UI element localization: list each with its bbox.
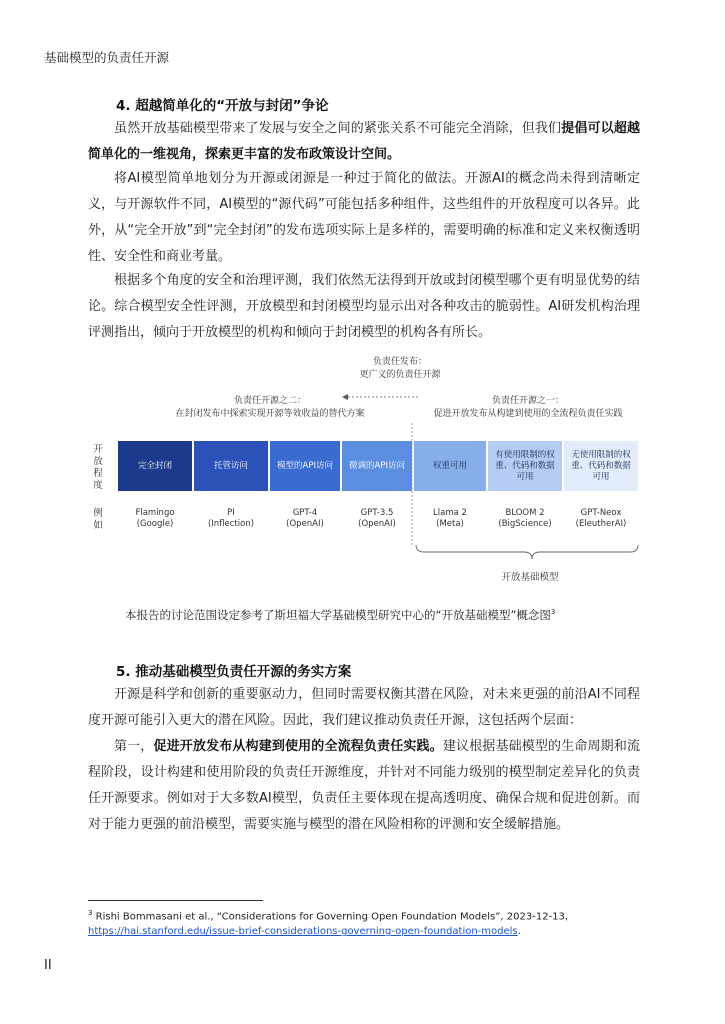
figure-left-label-1: 负责任开源之二：	[233, 396, 306, 406]
figure-right-label-1: 负责任开源之一：	[491, 396, 564, 406]
figure-caption	[125, 607, 555, 623]
example-model	[193, 508, 269, 530]
openness-level: 微调的API访问	[342, 441, 412, 491]
example-model-org: (BigScience)	[498, 519, 552, 529]
example-model-name: BLOOM 2	[505, 508, 545, 518]
axis-label-char: 放	[93, 456, 103, 467]
footnote-link[interactable]: https://hai.stanford.edu/issue-brief-considerations-governing-open-foundation-models	[88, 926, 518, 938]
axis-label-char: 程	[93, 468, 103, 479]
example-model-name: Flamingo	[135, 508, 175, 518]
section-4-title: 4. 超越简单化的“开放与封闭”争论	[116, 98, 329, 114]
openness-level: 有使用限制的权重、代码和数据可用	[488, 441, 562, 491]
openness-level: 完全封闭	[118, 441, 192, 491]
example-model-name: GPT-3.5	[360, 508, 394, 518]
emphasis-text: 提倡可以超越简单化的一维视角，探索更丰富的发布政策设计空间。	[88, 121, 640, 162]
section-4-paragraph-3: 根据多个角度的安全和治理评测，我们依然无法得到开放或封闭模型哪个更有明显优势的结论。综合模型安全性评测，开放模型和封闭模型均显示出对各种攻击的脆弱性。AI研发机构治理评测指出，倾向于开放模型的机构和倾向于封闭模型的机构各有所长。	[88, 273, 640, 340]
emphasis-text: 促进开放发布从构建到使用的全流程负责任实践。	[153, 739, 443, 754]
example-model	[487, 508, 563, 530]
openness-level: 模型的API访问	[270, 441, 340, 491]
example-model	[563, 508, 639, 530]
example-model-org: (Google)	[136, 519, 174, 529]
example-label-char: 如	[93, 520, 103, 531]
section-5-paragraph-2	[88, 734, 640, 838]
figure-top-label-2: 更广义的负责任开源	[359, 370, 441, 380]
example-model-org: (OpenAI)	[358, 519, 396, 529]
footnote-ref[interactable]: 3	[550, 608, 556, 617]
example-model	[339, 508, 415, 530]
figure-left-label-2: 在封闭发布中探索实现开源等效收益的替代方案	[175, 409, 365, 419]
example-model	[412, 508, 488, 530]
section-5-paragraph-1: 开源是科学和创新的重要驱动力，但同时需要权衡其潜在风险，对未来更强的前沿AI不同程度开源可能引入更大的潜在风险。因此，我们建议推动负责任开源，这包括两个层面：	[88, 687, 640, 728]
example-model-org: (EleutherAI)	[575, 519, 627, 529]
example-model-name: GPT-Neox	[580, 508, 622, 518]
openness-level: 无使用限制的权重、代码和数据可用	[564, 441, 638, 491]
axis-label-char: 度	[93, 480, 103, 491]
footnote-divider	[88, 900, 263, 901]
figure-top-label-1: 负责任发布：	[372, 357, 427, 367]
caption-text: 本报告的讨论范围设定参考了斯坦福大学基础模型研究中心的“开放基础模型”概念图	[125, 608, 551, 622]
running-header: 基础模型的负责任开源	[44, 50, 170, 65]
example-model	[117, 508, 193, 530]
section-4-paragraph-2: 将AI模型简单地划分为开源或闭源是一种过于简化的做法。开源AI的概念尚未得到清晰定义，与开源软件不同，AI模型的“源代码”可能包括多种组件，这些组件的开放程度可以各异。此外，从“完全开放”到“完全封闭”的发布选项实际上是多样的，需要明确的标准和定义来权衡透明性、安全性和商业考量。	[88, 171, 640, 264]
paragraph-text: 虽然开放基础模型带来了发展与安全之间的紧张关系不可能完全消除，但我们	[114, 121, 562, 136]
openness-level: 托管访问	[194, 441, 268, 491]
paragraph-lead: 第一，	[114, 739, 154, 754]
footnote-text: Rishi Bommasani et al., “Considerations for Governing Open Foundation Models”, 2023-12-13,	[92, 911, 569, 923]
example-model-name: GPT-4	[292, 508, 318, 518]
figure-right-label-2: 促进开放发布从构建到使用的全流程负责任实践	[433, 409, 623, 419]
example-model	[267, 508, 343, 530]
example-model-org: (OpenAI)	[286, 519, 324, 529]
paragraph-text: 建议根据基础模型的生命周期和流程阶段，设计构建和使用阶段的负责任开源维度，并针对不同能力级别的模型制定差异化的负责任开源要求。例如对于大多数AI模型，负责任主要体现在提高透明度、确保合规和促进创新。而对于能力更强的前沿模型，需要实施与模型的潜在风险相称的评测和安全缓解措施。	[88, 739, 640, 832]
section-5-title: 5. 推动基础模型负责任开源的务实方案	[116, 664, 352, 680]
axis-label-char: 开	[93, 444, 103, 455]
openness-level: 权重可用	[414, 441, 486, 491]
page-number: II	[44, 958, 52, 973]
example-model-org: (Inflection)	[207, 519, 255, 529]
footnote-number: 3	[88, 909, 93, 917]
open-foundation-models-bracket-label: 开放基础模型	[501, 572, 559, 583]
example-label-char: 例	[93, 508, 103, 519]
footnote-link-suffix: .	[517, 926, 521, 938]
footnote	[88, 906, 648, 939]
example-model-name: Llama 2	[433, 508, 467, 518]
example-model-org: (Meta)	[436, 519, 464, 529]
example-model-name: PI	[227, 508, 235, 518]
